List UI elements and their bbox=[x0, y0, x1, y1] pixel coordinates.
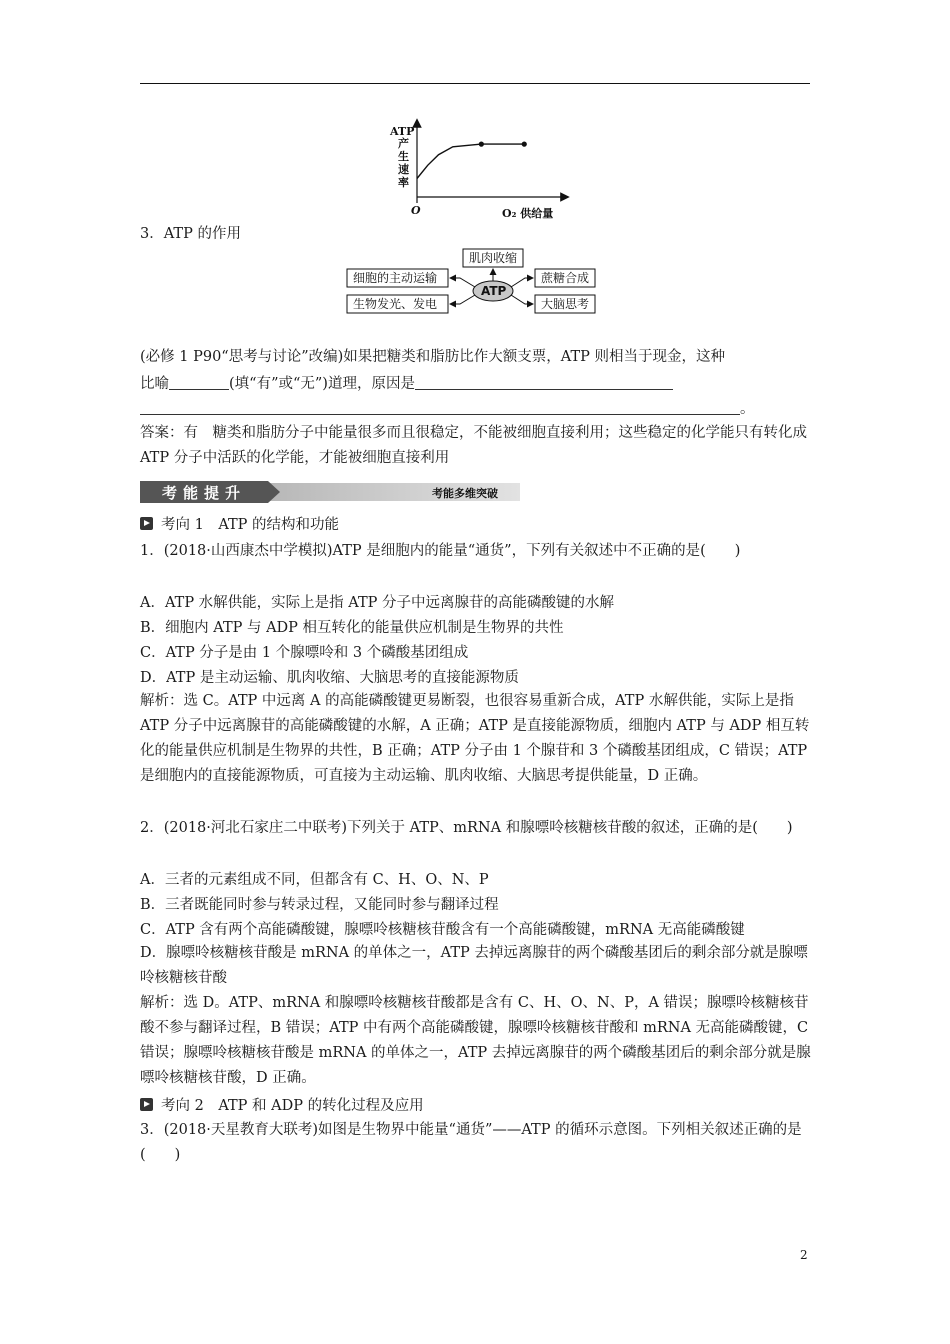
y-label-char-3: 速 bbox=[398, 163, 409, 176]
page-number: 2 bbox=[800, 1248, 808, 1262]
q1-option-a: A．ATP 水解供能，实际上是指 ATP 分子中远离腺苷的高能磷酸键的水解 bbox=[140, 595, 615, 611]
discussion-line-3 bbox=[140, 398, 755, 419]
box-sucrose-synthesis: 蔗糖合成 bbox=[541, 271, 590, 285]
play-marker-icon bbox=[140, 517, 153, 530]
box-active-transport: 细胞的主动运输 bbox=[353, 271, 438, 285]
discussion-text-a: 比喻 bbox=[140, 376, 169, 392]
topic-2-label: 考向 2 ATP 和 ADP 的转化过程及应用 bbox=[161, 1098, 424, 1114]
discussion-line-2 bbox=[140, 373, 673, 394]
atp-node: ATP bbox=[481, 284, 507, 298]
discussion-line-1: (必修 1 P90“思考与讨论”改编)如果把糖类和脂肪比作大额支票，ATP 则相当于现金，这种 bbox=[140, 349, 726, 365]
y-label-atp: ATP bbox=[390, 125, 415, 138]
q1-analysis: 解析：选 C。ATP 中远离 A 的高能磷酸键更易断裂，也很容易重新合成，ATP 水解供能，实际上是指 ATP 分子中远离腺苷的高能磷酸键的水解，A 正确；ATP 是直接能源物质，细胞内 ATP 与 ADP 相互转化的能量供应机制是生物界的共性，B 正确；ATP 分子由 1 个腺苷和 3 个磷酸基团组成，C 错误；ATP 是细胞内的直接能源物质，可直接为主动运输、肌肉收缩、大脑思考提供能量，D 正确。 bbox=[140, 693, 810, 784]
question-1-stem: 1．(2018·山西康杰中学模拟)ATP 是细胞内的能量“通货”，下列有关叙述中不正确的是( ) bbox=[140, 543, 741, 559]
discussion-text-b: (填“有”或“无”)道理，原因是 bbox=[229, 376, 415, 392]
topic-1-label: 考向 1 ATP 的结构和功能 bbox=[161, 517, 340, 533]
y-label-char-2: 生 bbox=[398, 150, 409, 163]
topic-1-heading bbox=[140, 515, 339, 535]
box-bioluminescence: 生物发光、发电 bbox=[353, 297, 438, 311]
section-3-title: 3．ATP 的作用 bbox=[140, 226, 241, 242]
play-marker-icon bbox=[140, 1098, 153, 1111]
origin-label: O bbox=[411, 204, 421, 217]
banner-subtitle: 考能多维突破 bbox=[432, 487, 498, 500]
y-label-char-1: 产 bbox=[398, 137, 409, 150]
q2-option-b: B．三者既能同时参与转录过程，又能同时参与翻译过程 bbox=[140, 897, 499, 913]
atp-function-diagram bbox=[345, 247, 615, 317]
header-rule bbox=[140, 83, 810, 84]
x-axis-label: O₂ 供给量 bbox=[502, 207, 554, 220]
answer-blank-2[interactable] bbox=[415, 373, 673, 390]
question-3-stem: 3．(2018·天星教育大联考)如图是生物界中能量“通货”——ATP 的循环示意图。下列相关叙述正确的是( ) bbox=[140, 1122, 802, 1163]
box-muscle-contraction: 肌肉收缩 bbox=[469, 251, 518, 265]
data-point bbox=[522, 142, 527, 147]
data-point bbox=[479, 142, 484, 147]
banner-title: 考能提升 bbox=[162, 484, 247, 502]
box-brain-thinking: 大脑思考 bbox=[541, 297, 590, 311]
discussion-answer: 答案：有 糖类和脂肪分子中能量很多而且很稳定，不能被细胞直接利用；这些稳定的化学能只有转化成 ATP 分子中活跃的化学能，才能被细胞直接利用 bbox=[140, 425, 807, 466]
section-banner bbox=[140, 481, 520, 503]
atp-rate-chart bbox=[380, 117, 570, 222]
series-line bbox=[417, 144, 524, 178]
discussion-end: 。 bbox=[740, 401, 755, 417]
q1-option-b: B．细胞内 ATP 与 ADP 相互转化的能量供应机制是生物界的共性 bbox=[140, 620, 564, 636]
topic-2-heading bbox=[140, 1096, 424, 1116]
q2-option-a: A．三者的元素组成不同，但都含有 C、H、O、N、P bbox=[140, 872, 489, 888]
q2-option-c: C．ATP 含有两个高能磷酸键，腺嘌呤核糖核苷酸含有一个高能磷酸键，mRNA 无高能磷酸键 bbox=[140, 922, 745, 938]
q1-option-c: C．ATP 分子是由 1 个腺嘌呤和 3 个磷酸基团组成 bbox=[140, 645, 469, 661]
y-label-char-4: 率 bbox=[398, 176, 409, 189]
answer-blank-1[interactable] bbox=[169, 373, 229, 390]
question-2-stem: 2．(2018·河北石家庄二中联考)下列关于 ATP、mRNA 和腺嘌呤核糖核苷酸的叙述，正确的是( ) bbox=[140, 820, 793, 836]
q1-option-d: D．ATP 是主动运输、肌肉收缩、大脑思考的直接能源物质 bbox=[140, 670, 519, 686]
q2-option-d: D．腺嘌呤核糖核苷酸是 mRNA 的单体之一，ATP 去掉远离腺苷的两个磷酸基团后的剩余部分就是腺嘌呤核糖核苷酸 bbox=[140, 945, 808, 986]
answer-blank-3[interactable] bbox=[140, 398, 740, 415]
q2-analysis: 解析：选 D。ATP、mRNA 和腺嘌呤核糖核苷酸都是含有 C、H、O、N、P，A 错误；腺嘌呤核糖核苷酸不参与翻译过程，B 错误；ATP 中有两个高能磷酸键，腺嘌呤核糖核苷酸和 mRNA 无高能磷酸键，C 错误；腺嘌呤核糖核苷酸是 mRNA 的单体之一，ATP 去掉远离腺苷的两个磷酸基团后的剩余部分就是腺嘌呤核糖核苷酸，D 正确。 bbox=[140, 995, 811, 1086]
